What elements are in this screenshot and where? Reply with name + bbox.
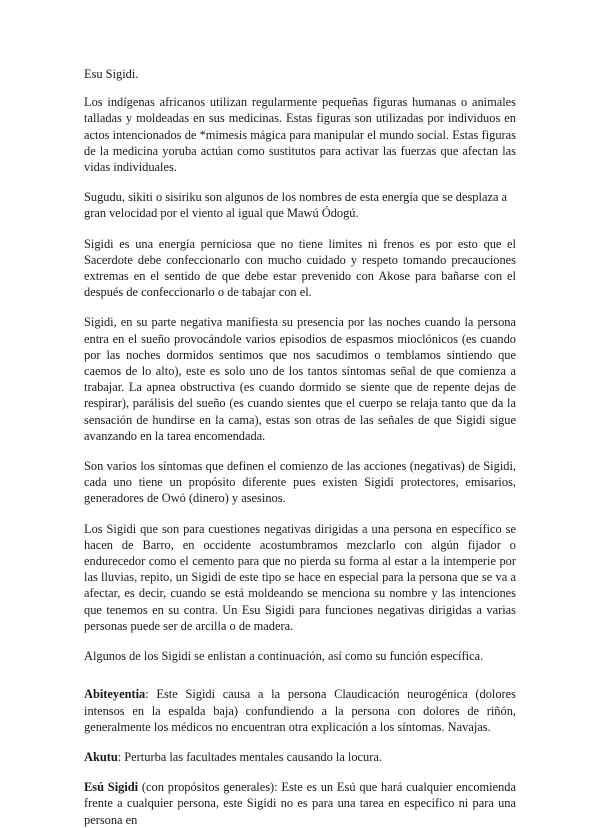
entry-esu-sigidi — [84, 779, 516, 828]
entry-akutu — [84, 749, 516, 765]
entry-term: Akutu — [84, 749, 118, 764]
entry-text: : Perturba las facultades mentales causando la locura. — [117, 749, 382, 764]
entry-text: (con propósitos generales): Este es un Esú que hará cualquier encomienda frente a cualquier persona, este Sigidi no es para una tarea en especifico ni para una persona en — [84, 780, 516, 827]
document-title: Esu Sigidi. — [84, 67, 139, 81]
entry-text: : Este Sigidi causa a la persona Claudicación neurogénica (dolores intensos en la espalda baja) confundiendo a la persona con dolores de riñón, generalmente los médicos no encuentran otra explicación a los síntomas. Navajas. — [84, 687, 516, 734]
paragraph-symptoms: Son varios los síntomas que definen el comienzo de las acciones (negativas) de Sigidi, cada uno tiene un propósito diferente pues existen Sigidi protectores, emisarios, generadores de Owó (dinero) y asesinos. — [84, 459, 516, 506]
paragraph-energy: Sigidi es una energía perniciosa que no tiene limites ni frenos es por esto que el Sacerdote debe confeccionarlo con mucho cuidado y respeto tomando precauciones extremas en el sentido de que debe estar prevenido con Akose para bañarse con el después de confeccionarlo o de tabajar con el. — [84, 236, 516, 300]
entry-abiteyentia — [84, 686, 516, 735]
paragraph-list-intro: Algunos de los Sigidi se enlistan a continuación, así como su función específica. — [84, 649, 484, 664]
paragraph-barro: Los Sigidi que son para cuestiones negativas dirigidas a una persona en específico se hacen de Barro, en occidente acostumbramos mezclarlo con algún fijador o endurecedor como el cemento para que no pierda su forma al estar a la intemperie por las lluvias, repito, un Sigidi de este tipo se hace en especial para la persona que se va a afectar, es decir, cuando se está moldeando se menciona su nombre y las intenciones que tenemos en su contra. Un Esu Sigidi para funciones negativas dirigidas a varias personas puede ser de arcilla o de madera. — [84, 521, 516, 633]
entry-term: Esú Sigidi — [84, 780, 139, 795]
paragraph-intro: Los indígenas africanos utilizan regularmente pequeñas figuras humanas o animales talladas y moldeadas en sus medicinas. Estas figuras son utilizadas por individuos en actos intencionados de *mimesis mágica para manipular el mundo social. Estas figuras de la medicina yoruba actúan como sustitutos para activar las fuerzas que afectan las vidas individuales. — [84, 95, 516, 175]
paragraph-negative: Sigidi, en su parte negativa manifiesta su presencia por las noches cuando la persona entra en el sueño provocándole varios episodios de espasmos mioclónicos (es cuando por las noches dormidos sentimos que nos sacudimos o temblamos sintiendo que caemos de lo alto), este es solo uno de los tantos síntomas señal de que comienza a trabajar. La apnea obstructiva (es cuando dormido se siente que de repente dejas de respirar), parálisis del sueño (es cuando sientes que el cuerpo se relaja tanto que da la sensación de hundirse en la cama), estas son otras de las señales de que Sigidi sigue avanzando en la tarea encomendada. — [84, 315, 516, 443]
entry-term: Abiteyentia — [84, 687, 146, 702]
paragraph-names: Sugudu, sikiti o sisiriku son algunos de los nombres de esta energía que se desplaza a gran velocidad por el viento al igual que Mawú Ódogú. — [84, 190, 508, 221]
